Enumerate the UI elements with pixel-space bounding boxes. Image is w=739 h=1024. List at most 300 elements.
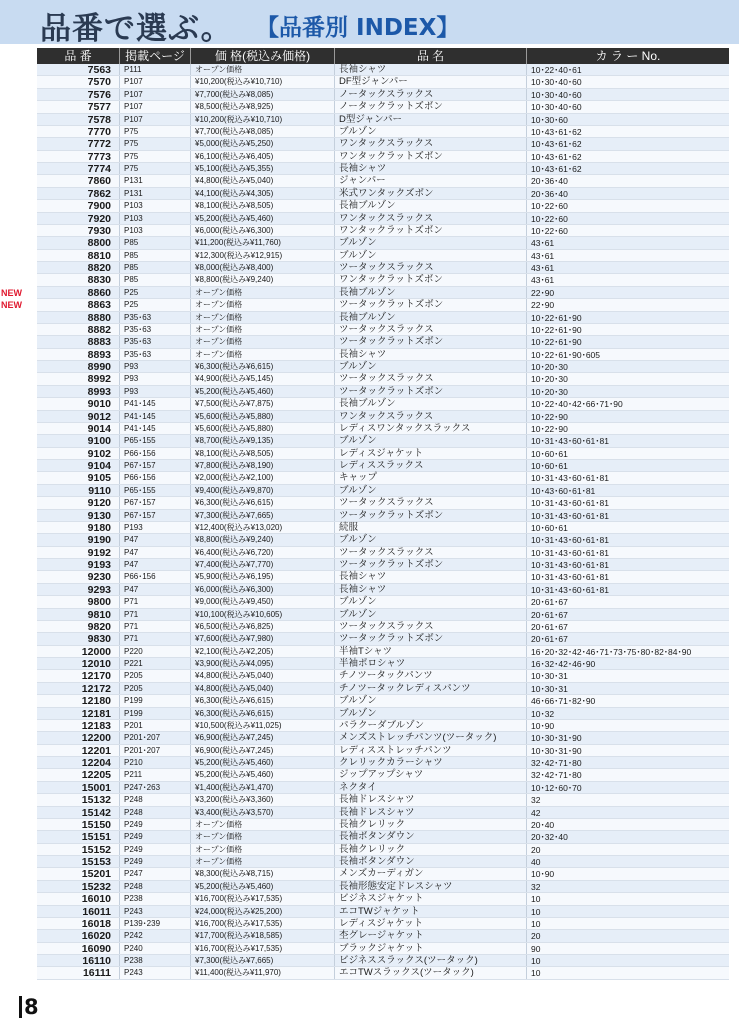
catalog-page: P205	[120, 670, 191, 681]
product-code	[37, 76, 120, 87]
table-row	[37, 138, 729, 150]
catalog-page: P47	[120, 534, 191, 545]
color-numbers: 22･90	[531, 300, 555, 311]
table-row	[37, 448, 729, 460]
product-name: 長袖シャツ	[335, 163, 527, 174]
table-row	[37, 708, 729, 720]
price: ¥4,900(税込み¥5,145)	[191, 373, 335, 384]
product-name: 半袖Tシャツ	[335, 646, 527, 657]
product-name: ノータックラットズボン	[335, 101, 527, 112]
product-name: ワンタックスラックス	[335, 138, 527, 149]
catalog-page: P66･156	[120, 448, 191, 459]
color-numbers: 10	[531, 894, 541, 905]
color-numbers: 16･32･42･46･90	[531, 659, 596, 669]
product-code-text: 12200	[81, 732, 111, 745]
table-row	[37, 510, 729, 522]
product-code	[37, 534, 120, 545]
product-code-text: 12010	[81, 658, 111, 670]
color-numbers: 22･90	[531, 287, 555, 298]
price: ¥11,400(税込み¥11,970)	[191, 967, 335, 978]
catalog-page: P41･145	[120, 423, 191, 434]
product-code-text: 12172	[81, 682, 111, 695]
catalog-page: P65･155	[120, 485, 191, 496]
catalog-page: P247	[120, 868, 191, 879]
color-numbers: 10･31･43･60･61･81	[531, 510, 609, 521]
price: ¥5,200(税込み¥5,460)	[191, 881, 335, 892]
table-row	[37, 621, 729, 633]
header-price: 価 格(税込み価格)	[191, 48, 335, 64]
product-name: ワンタックラットズボン	[335, 225, 527, 236]
catalog-page: P66･156	[120, 571, 191, 582]
product-code	[37, 794, 120, 805]
product-code-text: 15151	[81, 831, 111, 844]
color-numbers: 10･30･40･60	[531, 89, 582, 100]
product-code	[37, 769, 120, 780]
table-row	[37, 955, 729, 967]
product-code	[37, 435, 120, 446]
catalog-page: P103	[120, 225, 191, 236]
product-name: レディスジャケット	[335, 448, 527, 459]
product-name: 米式ワンタックズボン	[335, 188, 527, 199]
table-row	[37, 757, 729, 769]
product-code	[37, 225, 120, 236]
color-numbers: 46･66･71･82･90	[531, 696, 596, 707]
page-title: 品番で選ぶ。	[40, 11, 233, 47]
price: ¥9,400(税込み¥9,870)	[191, 485, 335, 496]
product-code	[37, 485, 120, 496]
table-row	[37, 472, 729, 484]
catalog-page: P85	[120, 274, 191, 285]
catalog-page: P243	[120, 967, 191, 978]
price: ¥6,000(税込み¥6,300)	[191, 584, 335, 595]
table-row	[37, 633, 729, 645]
product-code-text: 15232	[81, 880, 111, 893]
catalog-page: P210	[120, 757, 191, 768]
table-body	[1, 64, 729, 980]
price: ¥8,500(税込み¥8,925)	[191, 101, 335, 112]
table-row	[37, 485, 729, 497]
table-row	[37, 918, 729, 930]
product-code-text: 8863	[87, 299, 111, 312]
table-row	[37, 658, 729, 670]
catalog-page: P66･156	[120, 472, 191, 483]
price: ¥6,300(税込み¥6,615)	[191, 695, 335, 706]
price: ¥8,700(税込み¥9,135)	[191, 435, 335, 446]
price: ¥6,100(税込み¥6,405)	[191, 151, 335, 162]
header-code: 品 番	[37, 48, 120, 64]
product-code	[37, 101, 120, 112]
catalog-page: P47	[120, 559, 191, 570]
page-number: 8	[19, 996, 39, 1018]
product-name: DF型ジャンパー	[335, 76, 527, 87]
product-code	[37, 819, 120, 830]
product-code-text: 8993	[87, 385, 111, 398]
catalog-page: P201･207	[120, 745, 191, 756]
product-code	[37, 361, 120, 372]
color-numbers: 10	[531, 968, 541, 979]
table-row	[37, 361, 729, 373]
product-code-text: 9830	[87, 633, 111, 646]
price: ¥11,200(税込み¥11,760)	[191, 237, 335, 248]
product-code-text: 15001	[81, 781, 111, 794]
product-code	[37, 460, 120, 471]
product-code-text: 9192	[87, 546, 111, 559]
product-code-text: 8880	[87, 311, 111, 324]
product-code	[37, 782, 120, 793]
product-code	[37, 262, 120, 273]
color-numbers: 10･31･43･60･61･81	[531, 560, 609, 570]
product-code-text: 15142	[81, 806, 111, 819]
catalog-page: P201	[120, 720, 191, 731]
catalog-page: P248	[120, 881, 191, 892]
table-row	[37, 411, 729, 423]
product-name: チノツータックパンツ	[335, 670, 527, 681]
product-name: レディススラックス	[335, 460, 527, 471]
product-name: ブルゾン	[335, 361, 527, 372]
table-row	[37, 114, 729, 126]
product-name: ビジネスジャケット	[335, 893, 527, 904]
product-code-text: 9010	[87, 398, 111, 411]
color-numbers: 10･20･30	[531, 374, 568, 385]
product-name: レディスジャケット	[335, 918, 527, 929]
table-row	[37, 893, 729, 905]
product-code	[37, 411, 120, 422]
product-code	[37, 423, 120, 434]
color-numbers: 43･61	[531, 238, 555, 249]
table-row	[37, 435, 729, 447]
catalog-page: P67･157	[120, 510, 191, 521]
header-name: 品 名	[335, 48, 527, 64]
table-row	[37, 769, 729, 781]
table-row	[37, 745, 729, 757]
product-name: レディスワンタックスラックス	[335, 423, 527, 434]
product-code	[37, 670, 120, 681]
product-code	[37, 893, 120, 904]
product-code	[37, 114, 120, 125]
price: ¥6,400(税込み¥6,720)	[191, 547, 335, 558]
product-name: 長袖ブルゾン	[335, 398, 527, 409]
table-row	[37, 881, 729, 893]
price: ¥2,100(税込み¥2,205)	[191, 646, 335, 657]
product-name: 長袖ドレスシャツ	[335, 794, 527, 805]
color-numbers: 10･22･61･90	[531, 312, 582, 323]
color-numbers: 32	[531, 881, 541, 892]
product-code	[37, 831, 120, 842]
table-row	[37, 646, 729, 658]
product-code-text: 16110	[82, 955, 111, 967]
product-code	[37, 559, 120, 570]
product-code	[37, 918, 120, 929]
product-code	[37, 609, 120, 620]
product-code-text: 15153	[81, 856, 111, 868]
catalog-page: P93	[120, 361, 191, 372]
table-row	[37, 225, 729, 237]
catalog-page: P249	[120, 844, 191, 855]
price: ¥5,600(税込み¥5,880)	[191, 411, 335, 422]
price: ¥8,800(税込み¥9,240)	[191, 274, 335, 285]
price: ¥3,200(税込み¥3,360)	[191, 794, 335, 805]
price: ¥12,400(税込み¥13,020)	[191, 522, 335, 533]
price: ¥6,500(税込み¥6,825)	[191, 621, 335, 632]
product-name: 長袖シャツ	[335, 349, 527, 360]
catalog-page: P25	[120, 299, 191, 310]
product-code-text: 9102	[87, 447, 111, 460]
product-index-table	[1, 48, 729, 980]
product-code	[37, 633, 120, 644]
product-code-text: 9230	[87, 571, 111, 584]
color-numbers: 10	[531, 906, 541, 917]
catalog-page: P93	[120, 386, 191, 397]
product-code	[37, 398, 120, 409]
product-code	[37, 868, 120, 879]
price: ¥24,000(税込み¥25,200)	[191, 906, 335, 917]
table-row	[37, 188, 729, 200]
color-numbers: 10	[531, 956, 541, 966]
product-name: ブルゾン	[335, 435, 527, 446]
product-code-text: 16010	[81, 893, 111, 906]
product-code-text: 12204	[81, 757, 111, 769]
product-code-text: 9110	[88, 484, 111, 497]
price: ¥10,200(税込み¥10,710)	[191, 76, 335, 87]
catalog-page: P75	[120, 138, 191, 149]
product-name: キャップ	[335, 472, 527, 483]
product-code	[37, 138, 120, 149]
price: ¥6,300(税込み¥6,615)	[191, 708, 335, 719]
color-numbers: 10･22･61･90	[531, 337, 582, 348]
catalog-page: P75	[120, 126, 191, 137]
product-name: ブルゾン	[335, 708, 527, 719]
catalog-page: P47	[120, 547, 191, 558]
catalog-page: P220	[120, 646, 191, 657]
product-code-text: 7860	[87, 175, 111, 188]
catalog-page: P41･145	[120, 411, 191, 422]
catalog-page: P107	[120, 89, 191, 100]
product-code-text: 12181	[81, 707, 111, 720]
product-code	[37, 844, 120, 855]
product-code	[37, 695, 120, 706]
product-code	[37, 906, 120, 917]
table-row	[37, 64, 729, 76]
product-name: ワンタックラットズボン	[335, 274, 527, 285]
product-name: ブルゾン	[335, 237, 527, 248]
table-row	[37, 312, 729, 324]
catalog-page: P205	[120, 683, 191, 694]
product-code-text: 9012	[87, 410, 111, 423]
price: ¥10,500(税込み¥11,025)	[191, 720, 335, 731]
product-code-text: 9810	[87, 608, 111, 621]
product-code	[37, 943, 120, 954]
table-row	[37, 349, 729, 361]
price: ¥8,300(税込み¥8,715)	[191, 868, 335, 879]
catalog-page: P242	[120, 930, 191, 941]
product-code	[37, 472, 120, 483]
catalog-page: P193	[120, 522, 191, 533]
product-code	[37, 571, 120, 582]
catalog-page: P240	[120, 943, 191, 954]
catalog-page: P47	[120, 584, 191, 595]
price: ¥5,200(税込み¥5,460)	[191, 757, 335, 768]
new-badge: NEW	[1, 287, 22, 298]
price: ¥4,100(税込み¥4,305)	[191, 188, 335, 199]
price: ¥6,300(税込み¥6,615)	[191, 497, 335, 508]
product-name: ブルゾン	[335, 126, 527, 137]
color-numbers: 20･36･40	[531, 188, 568, 199]
page-subtitle: 【品番別 INDEX】	[256, 15, 460, 41]
color-numbers: 10･31･43･60･61･81	[531, 584, 609, 595]
price: ¥16,700(税込み¥17,535)	[191, 943, 335, 954]
product-name: ツータックラットズボン	[335, 633, 527, 644]
product-code	[37, 188, 120, 199]
product-name: エコTWジャケット	[335, 906, 527, 917]
price: ¥7,400(税込み¥7,770)	[191, 559, 335, 570]
table-row	[37, 609, 729, 621]
product-name: 続服	[335, 522, 527, 533]
price: ¥12,300(税込み¥12,915)	[191, 250, 335, 261]
product-code-text: 15132	[81, 794, 111, 807]
product-code-text: 15150	[81, 818, 111, 831]
color-numbers: 10･30･40･60	[531, 102, 582, 113]
product-code-text: 9190	[87, 534, 111, 547]
price: オープン価格	[191, 324, 335, 335]
table-row	[37, 559, 729, 571]
catalog-page: P67･157	[120, 460, 191, 471]
color-numbers: 43･61	[531, 275, 555, 286]
table-row	[37, 807, 729, 819]
product-code-text: 9820	[87, 620, 111, 633]
catalog-page: P248	[120, 807, 191, 818]
product-code	[37, 757, 120, 768]
product-code-text: 8990	[87, 361, 111, 373]
product-code	[37, 658, 120, 669]
catalog-page: P199	[120, 708, 191, 719]
table-row	[37, 163, 729, 175]
catalog-page: P211	[120, 769, 191, 780]
price: ¥7,300(税込み¥7,665)	[191, 510, 335, 521]
product-code-text: 8893	[87, 348, 111, 361]
color-numbers: 20	[531, 931, 541, 942]
product-code	[37, 497, 120, 508]
color-numbers: 10･22･60	[531, 201, 568, 212]
catalog-page: P249	[120, 819, 191, 830]
product-code	[37, 448, 120, 459]
price: ¥6,300(税込み¥6,615)	[191, 361, 335, 372]
product-code	[37, 930, 120, 941]
price: オープン価格	[191, 287, 335, 298]
price: ¥5,200(税込み¥5,460)	[191, 213, 335, 224]
product-name: ツータックラットズボン	[335, 510, 527, 521]
catalog-page: P238	[120, 955, 191, 966]
price: ¥4,800(税込み¥5,040)	[191, 683, 335, 694]
table-row	[37, 460, 729, 472]
color-numbers: 43･61	[531, 263, 555, 273]
price: ¥2,000(税込み¥2,100)	[191, 472, 335, 483]
price: ¥4,800(税込み¥5,040)	[191, 175, 335, 186]
product-code-text: 8800	[87, 237, 111, 250]
product-name: 長袖シャツ	[335, 571, 527, 582]
table-row	[37, 175, 729, 187]
price: ¥7,300(税込み¥7,665)	[191, 955, 335, 966]
product-code-text: 12000	[81, 645, 111, 658]
table-row	[37, 856, 729, 868]
catalog-page: P111	[120, 64, 191, 75]
product-code-text: 7563	[87, 64, 111, 76]
product-code-text: 12180	[81, 695, 111, 708]
table-row	[37, 213, 729, 225]
price: ¥3,400(税込み¥3,570)	[191, 807, 335, 818]
product-name: D型ジャンパー	[335, 114, 527, 125]
catalog-page: P41･145	[120, 398, 191, 409]
catalog-page: P247･263	[120, 782, 191, 793]
color-numbers: 16･20･32･42･46･71･73･75･80･82･84･90	[531, 646, 692, 657]
table-row	[1, 299, 729, 312]
table-row	[37, 819, 729, 831]
table-row	[37, 732, 729, 744]
table-row	[37, 324, 729, 336]
table-row	[37, 967, 729, 979]
color-numbers: 10･90	[531, 869, 555, 880]
product-name: ブルゾン	[335, 534, 527, 545]
color-numbers: 20･61･67	[531, 634, 568, 645]
product-name: 長袖シャツ	[335, 584, 527, 595]
price: ¥3,900(税込み¥4,095)	[191, 658, 335, 669]
product-code	[37, 312, 120, 323]
product-name: ブルゾン	[335, 609, 527, 620]
product-code-text: 7774	[87, 163, 111, 175]
header-page: 掲載ページ	[120, 48, 191, 64]
product-code-text: 8882	[87, 323, 111, 336]
product-name: パラクーダブルゾン	[335, 720, 527, 731]
product-code-text: 15201	[81, 868, 111, 881]
product-code-text: 9293	[87, 583, 111, 596]
product-code	[1, 286, 120, 299]
product-code	[37, 126, 120, 137]
color-numbers: 10･31･43･60･61･81	[531, 473, 609, 484]
color-numbers: 10･22･60	[531, 225, 568, 236]
product-name: 長袖ボタンダウン	[335, 831, 527, 842]
color-numbers: 20･40	[531, 819, 555, 830]
price: ¥7,800(税込み¥8,190)	[191, 460, 335, 471]
color-numbers: 10･31･43･60･61･81	[531, 572, 609, 583]
price: ¥10,100(税込み¥10,605)	[191, 609, 335, 620]
color-numbers: 10･20･30	[531, 386, 568, 397]
table-row	[37, 720, 729, 732]
product-name: ツータックスラックス	[335, 547, 527, 558]
product-code-text: 16018	[81, 917, 111, 930]
table-row	[37, 571, 729, 583]
product-code	[37, 745, 120, 756]
catalog-page: P103	[120, 200, 191, 211]
product-name: メンズカーディガン	[335, 868, 527, 879]
product-name: レディスストレッチパンツ	[335, 745, 527, 756]
price: オープン価格	[191, 831, 335, 842]
color-numbers: 10･30･40･60	[531, 77, 582, 88]
price: オープン価格	[191, 312, 335, 323]
product-code	[37, 732, 120, 743]
product-code	[37, 720, 120, 731]
price: ¥8,100(税込み¥8,505)	[191, 448, 335, 459]
price: ¥1,400(税込み¥1,470)	[191, 782, 335, 793]
product-code-text: 9105	[87, 472, 111, 485]
table-row	[37, 336, 729, 348]
color-numbers: 10･31･43･60･61･81	[531, 498, 609, 509]
catalog-page: P249	[120, 856, 191, 867]
product-code	[37, 336, 120, 347]
product-code-text: 9014	[87, 422, 111, 435]
color-numbers: 10･22･90	[531, 411, 568, 422]
price: オープン価格	[191, 844, 335, 855]
table-row	[37, 584, 729, 596]
product-name: エコTWスラックス(ツータック)	[335, 967, 527, 978]
